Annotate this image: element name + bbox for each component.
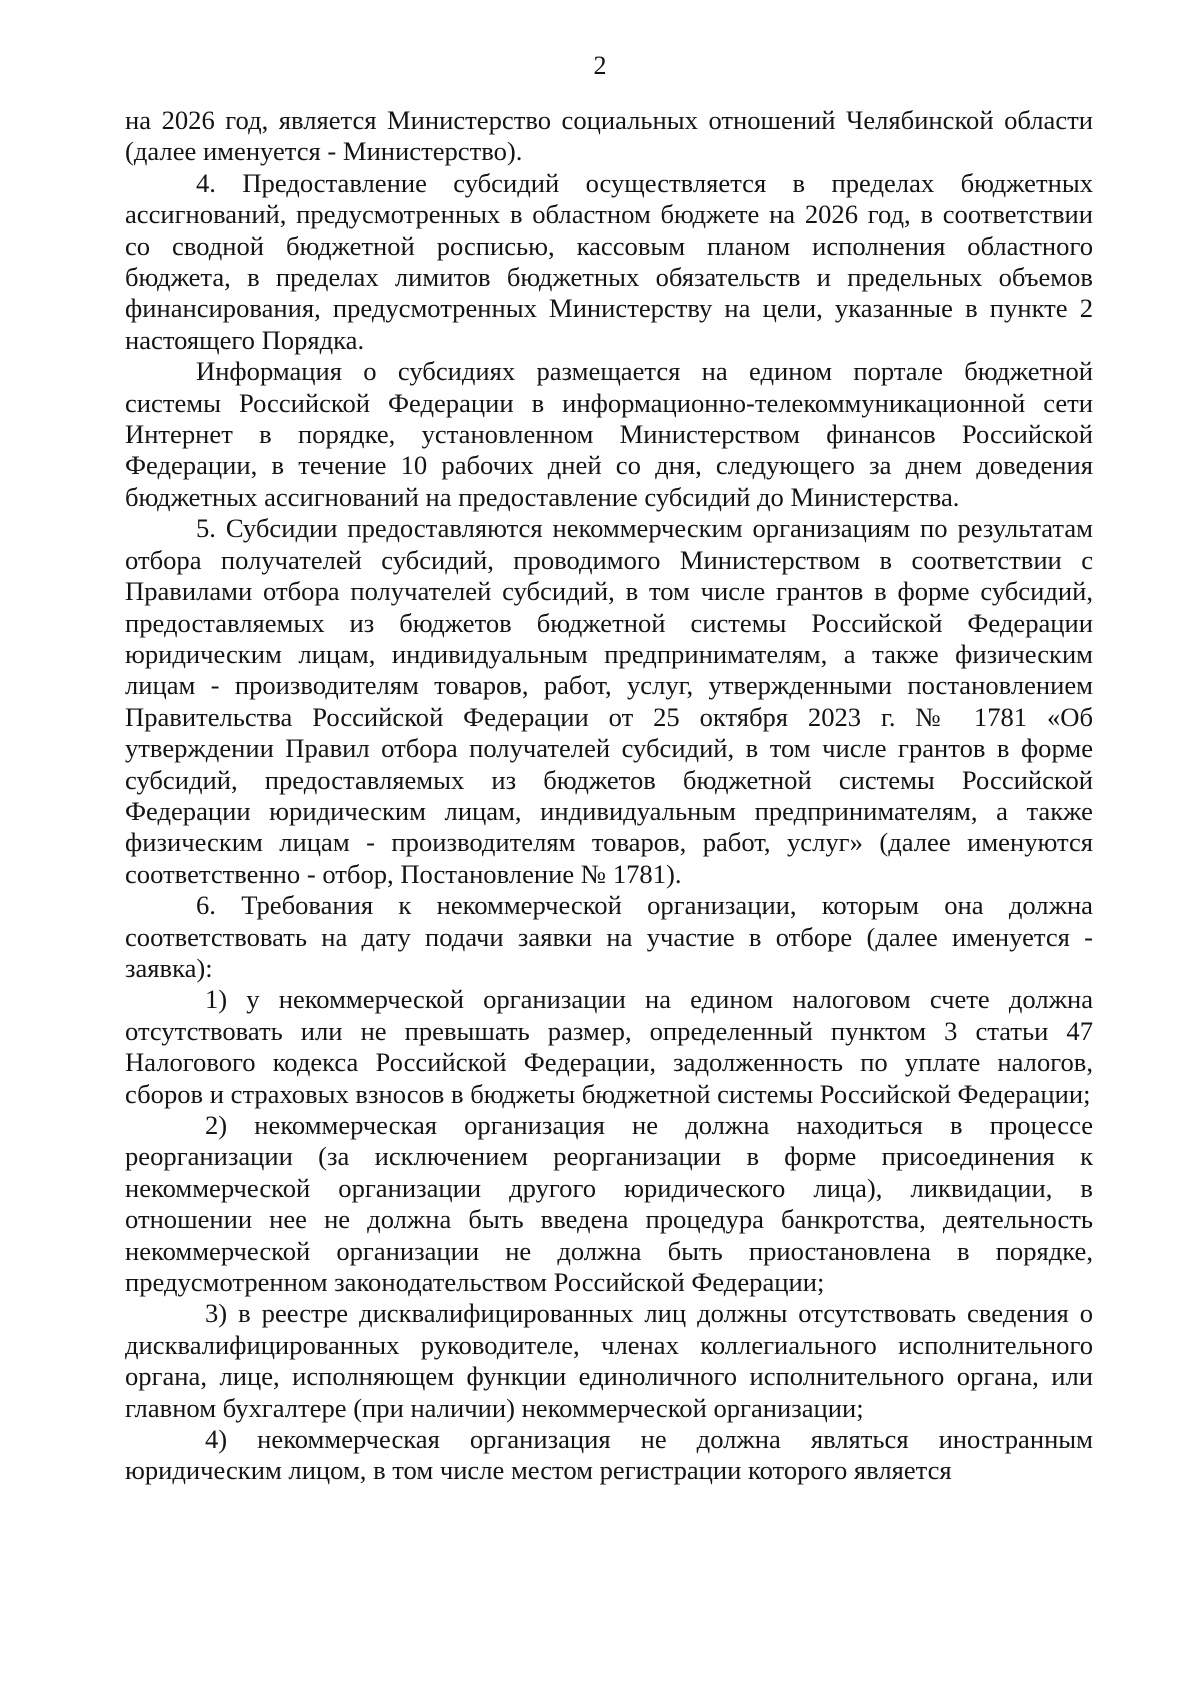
- paragraph-item-5: 5. Субсидии предоставляются некоммерческим организациям по результатам отбора получателей субсидий, проводимого Министерством в соответствии с Правилами отбора получателей субсидий, в том числе грантов в форме субсидий, предоставляемых из бюджетов бюджетной системы Российской Федерации юридическим лицам, индивидуальным предпринимателям, а также физическим лицам - производителям товаров, работ, услуг, утвержденными постановлением Правительства Российской Федерации от 25 октября 2023 г. № 1781 «Об утверждении Правил отбора получателей субсидий, в том числе грантов в форме субсидий, предоставляемых из бюджетов бюджетной системы Российской Федерации юридическим лицам, индивидуальным предпринимателям, а также физическим лицам - производителям товаров, работ, услуг» (далее именуются соответственно - отбор, Постановление № 1781).: [125, 513, 1093, 889]
- paragraph-item-4: 4. Предоставление субсидий осуществляется в пределах бюджетных ассигнований, предусмотренных в областном бюджете на 2026 год, в соответствии со сводной бюджетной росписью, кассовым планом исполнения областного бюджета, в пределах лимитов бюджетных обязательств и предельных объемов финансирования, предусмотренных Министерству на цели, указанные в пункте 2 настоящего Порядка.: [125, 167, 1093, 355]
- paragraph-subitem-1: 1) у некоммерческой организации на едином налоговом счете должна отсутствовать или не превышать размер, определенный пунктом 3 статьи 47 Налогового кодекса Российской Федерации, задолженность по уплате налогов, сборов и страховых взносов в бюджеты бюджетной системы Российской Федерации;: [125, 984, 1093, 1109]
- paragraph-continuation: на 2026 год, является Министерство социальных отношений Челябинской области (далее именуется - Министерство).: [125, 105, 1093, 167]
- paragraph-item-6: 6. Требования к некоммерческой организации, которым она должна соответствовать на дату подачи заявки на участие в отборе (далее именуется - заявка):: [125, 890, 1093, 983]
- paragraph-subitem-3: 3) в реестре дисквалифицированных лиц должны отсутствовать сведения о дисквалифицированных руководителе, членах коллегиального исполнительного органа, лице, исполняющем функции единоличного исполнительного органа, или главном бухгалтере (при наличии) некоммерческой организации;: [125, 1298, 1093, 1423]
- page-number: 2: [593, 51, 607, 80]
- paragraph-subsidy-information: Информация о субсидиях размещается на едином портале бюджетной системы Российской Федерации в информационно-телекоммуникационной сети Интернет в порядке, установленном Министерством финансов Российской Федерации, в течение 10 рабочих дней со дня, следующего за днем доведения бюджетных ассигнований на предоставление субсидий до Министерства.: [125, 356, 1093, 512]
- paragraph-subitem-4: 4) некоммерческая организация не должна являться иностранным юридическим лицом, в том числе местом регистрации которого является: [125, 1424, 1093, 1486]
- paragraph-subitem-2: 2) некоммерческая организация не должна находиться в процессе реорганизации (за исключением реорганизации в форме присоединения к некоммерческой организации другого юридического лица), ликвидации, в отношении нее не должна быть введена процедура банкротства, деятельность некоммерческой организации не должна быть приостановлена в порядке, предусмотренном законодательством Российской Федерации;: [125, 1110, 1093, 1298]
- document-body: [125, 105, 1093, 1487]
